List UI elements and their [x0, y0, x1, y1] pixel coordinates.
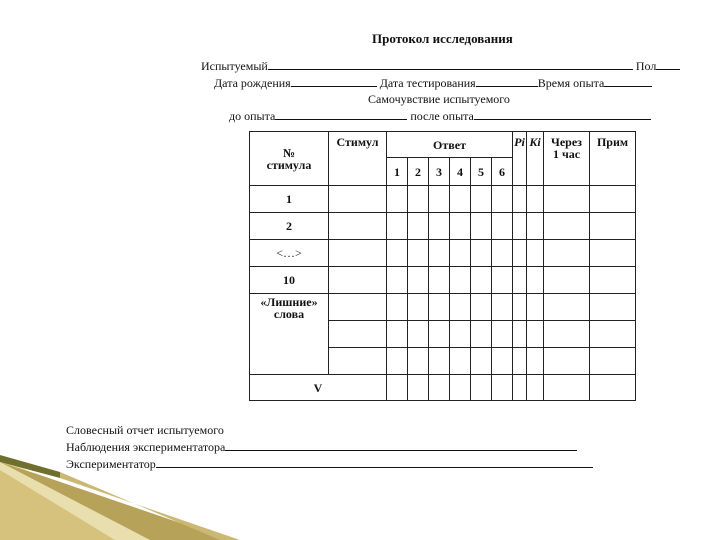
table-row — [250, 186, 636, 213]
row-label-10: 10 — [250, 267, 329, 294]
table-row — [250, 240, 636, 267]
row-label-extra-words: «Лишние» слова — [250, 294, 329, 375]
answer-col-2: 2 — [408, 158, 429, 186]
answer-col-6: 6 — [492, 158, 513, 186]
answer-col-3: 3 — [429, 158, 450, 186]
subject-line — [201, 58, 680, 74]
table-row — [250, 267, 636, 294]
page-title: Протокол исследования — [372, 31, 513, 46]
table-total-row — [250, 375, 636, 401]
table-row — [250, 213, 636, 240]
header-answer: Ответ — [387, 132, 513, 158]
wellbeing-line — [229, 108, 651, 124]
subject-label: Испытуемый — [201, 59, 268, 73]
before-label: до опыта — [229, 109, 276, 123]
protocol-table — [249, 131, 636, 401]
answer-col-5: 5 — [471, 158, 492, 186]
dates-line — [214, 75, 652, 91]
experimenter-label: Экспериментатор — [66, 457, 156, 471]
after-label: после опыта — [410, 109, 474, 123]
wellbeing-label: Самочувствие испытуемого — [368, 92, 510, 106]
header-p — [513, 132, 527, 186]
sex-label: Пол — [635, 59, 657, 73]
verbal-report-label: Словесный отчет испытуемого — [66, 423, 224, 437]
table-header-row — [250, 132, 636, 158]
header-p-text: Pi — [514, 135, 525, 149]
total-label: V — [250, 375, 387, 401]
row-label-2: 2 — [250, 213, 329, 240]
header-k-text: Ki — [529, 135, 541, 149]
experimenter-line — [66, 456, 593, 472]
row-label-1: 1 — [250, 186, 329, 213]
observations-line — [66, 439, 577, 455]
table-row — [250, 294, 636, 321]
birthdate-label: Дата рождения — [214, 76, 291, 90]
row-label-ellipsis: <…> — [250, 240, 329, 267]
header-after-hour: Через 1 час — [544, 132, 590, 186]
observations-label: Наблюдения экспериментатора — [66, 440, 226, 454]
header-k — [527, 132, 544, 186]
answer-col-1: 1 — [387, 158, 408, 186]
header-note: Прим — [590, 132, 636, 186]
answer-col-4: 4 — [450, 158, 471, 186]
header-stimulus: Стимул — [329, 132, 387, 186]
header-stimulus-no: № стимула — [250, 132, 329, 186]
time-label: Время опыта — [537, 76, 605, 90]
test-date-label: Дата тестирования — [379, 76, 476, 90]
